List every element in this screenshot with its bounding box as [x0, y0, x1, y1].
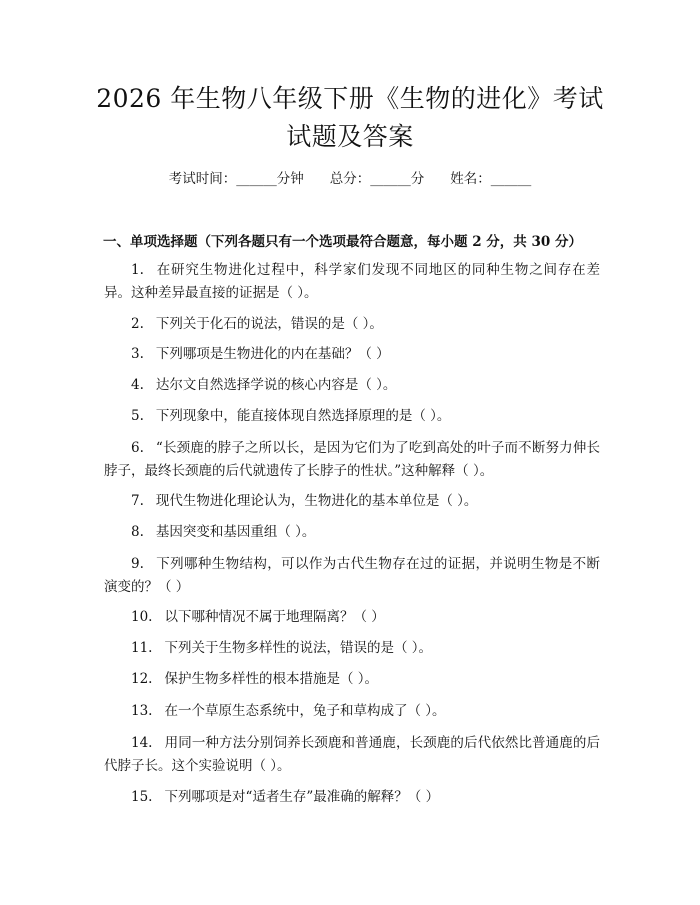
question-number: 10. — [131, 609, 153, 625]
question-item — [104, 637, 600, 660]
question-text: 下列关于生物多样性的说法，错误的是（ ）。 — [164, 640, 433, 656]
section-heading: 一、单项选择题（下列各题只有一个选项最符合题意，每小题 2 分，共 30 分） — [103, 234, 582, 250]
question-text: “长颈鹿的脖子之所以长，是因为它们为了吃到高处的叶子而不断努力伸长脖子，最终长颈鹿的后代就遗传了长脖子的性状。”这种解释（ ）。 — [104, 440, 600, 479]
question-number: 15. — [131, 789, 153, 805]
question-number: 6. — [131, 440, 144, 456]
question-item — [104, 668, 600, 691]
question-item — [104, 786, 600, 809]
question-number: 13. — [131, 703, 153, 719]
question-text: 基因突变和基因重组（ ）。 — [155, 524, 316, 540]
exam-name-label: 姓名：______ — [450, 171, 532, 187]
question-item — [104, 553, 600, 599]
question-text: 下列哪种生物结构，可以作为古代生物存在过的证据，并说明生物是不断演变的？（ ） — [104, 556, 600, 595]
question-number: 12. — [131, 671, 153, 687]
question-item — [104, 259, 600, 305]
question-number: 2. — [131, 316, 144, 332]
exam-info-row — [0, 167, 700, 187]
question-text: 达尔文自然选择学说的核心内容是（ ）。 — [155, 377, 397, 393]
question-text: 以下哪种情况不属于地理隔离？（ ） — [164, 609, 385, 625]
document-title-line-2: 试题及答案 — [286, 122, 414, 151]
question-number: 7. — [131, 493, 144, 509]
question-item — [104, 490, 600, 513]
question-text: 在一个草原生态系统中，兔子和草构成了（ ）。 — [164, 703, 446, 719]
question-text: 在研究生物进化过程中，科学家们发现不同地区的同种生物之间存在差异。这种差异最直接的证据是（ ）。 — [104, 262, 600, 301]
question-number: 4. — [131, 377, 144, 393]
question-number: 11. — [131, 640, 153, 656]
question-item — [104, 313, 600, 336]
question-item — [104, 405, 600, 428]
question-number: 14. — [131, 735, 153, 751]
question-text: 下列哪项是对“适者生存”最准确的解释？（ ） — [164, 789, 440, 805]
question-text: 下列关于化石的说法，错误的是（ ）。 — [155, 316, 383, 332]
question-item — [104, 732, 600, 778]
question-number: 9. — [131, 556, 144, 572]
question-item — [104, 437, 600, 483]
exam-time-label: 考试时间：______分钟 — [168, 171, 304, 187]
question-number: 5. — [131, 408, 144, 424]
question-text: 保护生物多样性的根本措施是（ ）。 — [164, 671, 379, 687]
question-text: 下列哪项是生物进化的内在基础？（ ） — [155, 346, 390, 362]
exam-score-label: 总分：______分 — [329, 171, 425, 187]
question-item — [104, 606, 600, 629]
question-number: 3. — [131, 346, 144, 362]
question-item — [104, 374, 600, 397]
question-text: 下列现象中，能直接体现自然选择原理的是（ ）。 — [155, 408, 451, 424]
question-item — [104, 700, 600, 723]
document-title-line-1: 2026 年生物八年级下册《生物的进化》考试 — [96, 84, 604, 113]
question-item — [104, 521, 600, 544]
question-number: 1. — [131, 262, 144, 278]
question-text: 用同一种方法分别饲养长颈鹿和普通鹿，长颈鹿的后代依然比普通鹿的后代脖子长。这个实验说明（ ）。 — [104, 735, 600, 774]
question-text: 现代生物进化理论认为，生物进化的基本单位是（ ）。 — [155, 493, 478, 509]
question-item — [104, 343, 600, 366]
question-number: 8. — [131, 524, 144, 540]
